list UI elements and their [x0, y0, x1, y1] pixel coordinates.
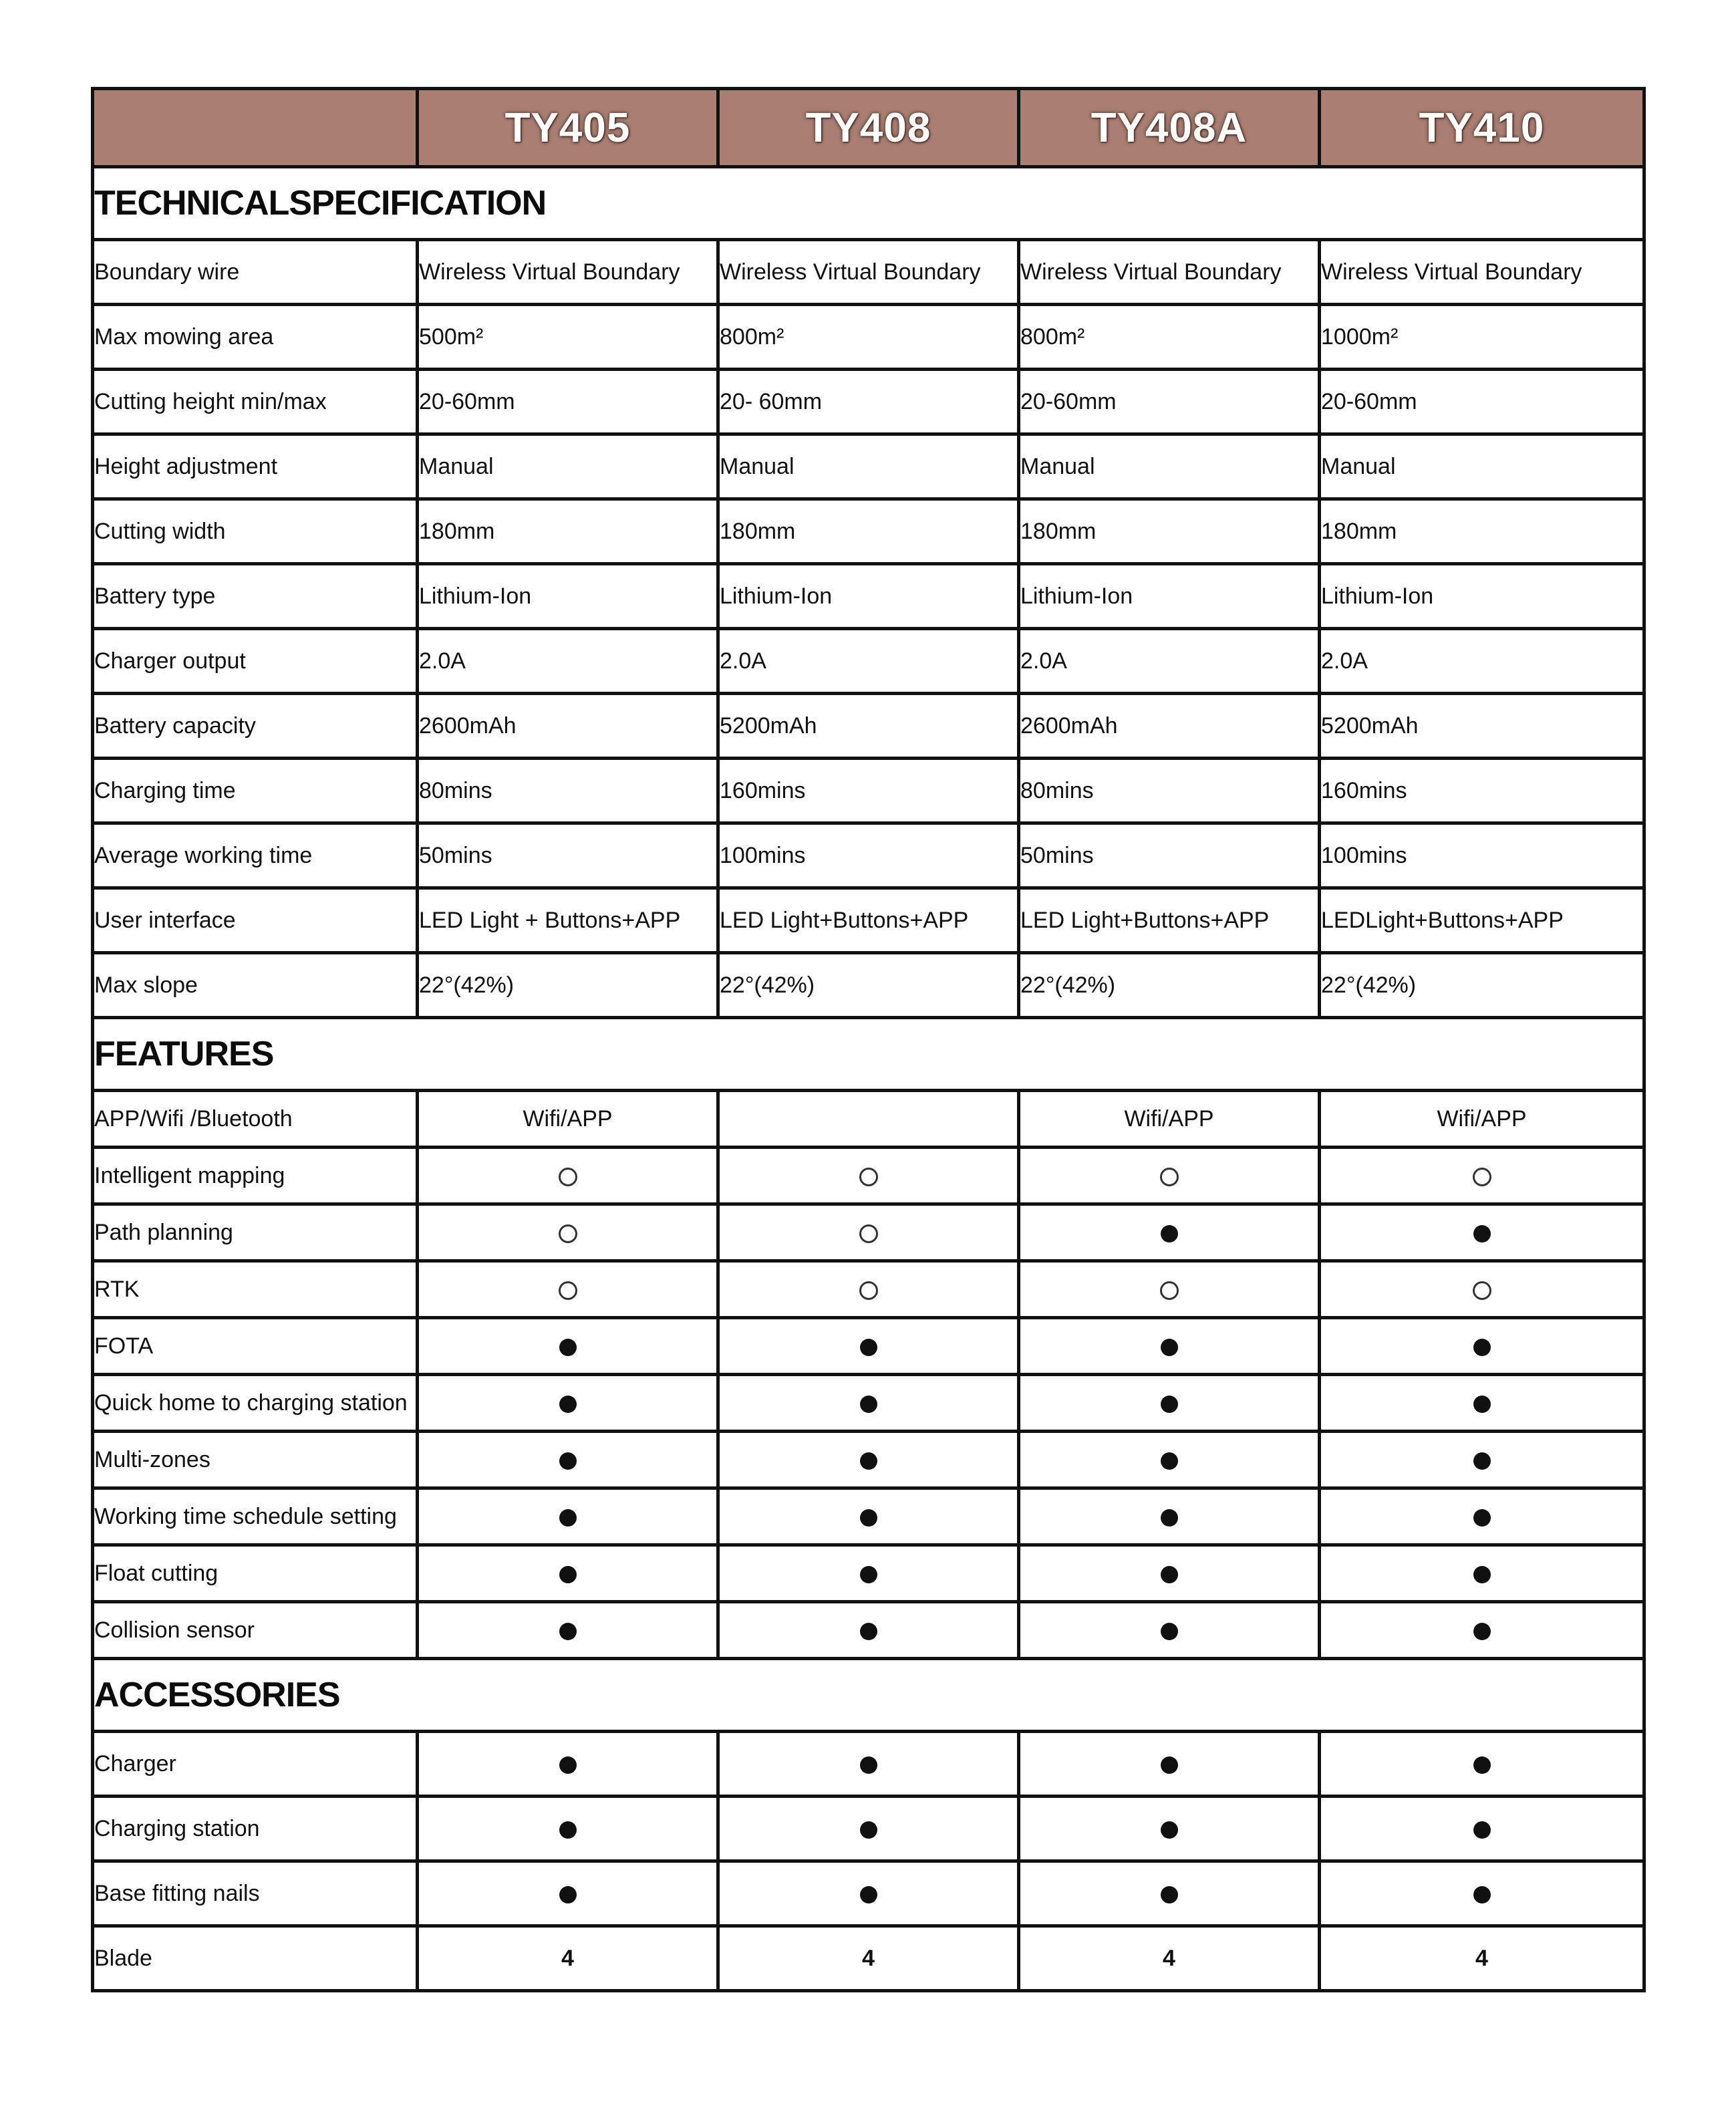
filled-dot-icon: [1161, 1225, 1178, 1242]
spec-value-ty405: 22°(42%): [418, 953, 718, 1018]
filled-dot-icon: [1473, 1396, 1491, 1413]
filled-dot-icon: [1161, 1886, 1178, 1903]
section-row-technical: [93, 167, 1644, 240]
filled-dot-icon: [860, 1509, 877, 1527]
hollow-circle-icon: [559, 1281, 577, 1300]
row-label: Charging time: [93, 759, 418, 823]
section-title: ACCESSORIES: [93, 1659, 1644, 1732]
row-label: RTK: [93, 1261, 418, 1318]
spec-value-ty410: Lithium-Ion: [1320, 564, 1644, 629]
model-header-ty410: TY410: [1320, 89, 1644, 167]
spec-value-ty408: 22°(42%): [718, 953, 1019, 1018]
cell-ty408a: [1019, 1861, 1320, 1926]
cell-ty405: [418, 1148, 718, 1204]
row-label: Quick home to charging station: [93, 1375, 418, 1432]
hollow-circle-icon: [1473, 1281, 1491, 1300]
spec-value-ty408a: 80mins: [1019, 759, 1320, 823]
cell-ty408a: [1019, 1091, 1320, 1148]
filled-dot-icon: [1161, 1509, 1178, 1527]
filled-dot-icon: [1473, 1339, 1491, 1356]
cell-ty408: [718, 1091, 1019, 1148]
cell-ty410: [1320, 1926, 1644, 1991]
cell-ty408: [718, 1318, 1019, 1375]
row-label: Float cutting: [93, 1545, 418, 1602]
cell-ty408a: [1019, 1488, 1320, 1545]
spec-value-ty408a: Manual: [1019, 434, 1320, 499]
row-label: Average working time: [93, 823, 418, 888]
cell-ty408a: [1019, 1148, 1320, 1204]
spec-value-ty408a: Wireless Virtual Boundary: [1019, 240, 1320, 305]
feature-row-quick-home-to-charging-station: [93, 1375, 1644, 1432]
feature-row-intelligent-mapping: [93, 1148, 1644, 1204]
section-title: TECHNICALSPECIFICATION: [93, 167, 1644, 240]
hollow-circle-icon: [559, 1168, 577, 1186]
cell-ty410: [1320, 1488, 1644, 1545]
row-label: Multi-zones: [93, 1432, 418, 1488]
cell-ty410: [1320, 1148, 1644, 1204]
spec-value-ty408a: 22°(42%): [1019, 953, 1320, 1018]
cell-ty408a: [1019, 1545, 1320, 1602]
cell-text: 4: [561, 1945, 574, 1971]
section-row-accessories: [93, 1659, 1644, 1732]
spec-row-height-adjustment: [93, 434, 1644, 499]
feature-row-rtk: [93, 1261, 1644, 1318]
row-label: Base fitting nails: [93, 1861, 418, 1926]
cell-ty405: [418, 1488, 718, 1545]
filled-dot-icon: [559, 1886, 577, 1903]
feature-row-app-wifi-bluetooth: [93, 1091, 1644, 1148]
table-body: [93, 167, 1644, 1991]
filled-dot-icon: [559, 1509, 577, 1527]
cell-ty408: [718, 1148, 1019, 1204]
spec-value-ty410: 100mins: [1320, 823, 1644, 888]
cell-ty408: [718, 1861, 1019, 1926]
cell-ty408: [718, 1602, 1019, 1659]
spec-value-ty405: 50mins: [418, 823, 718, 888]
filled-dot-icon: [860, 1623, 877, 1640]
row-label: User interface: [93, 888, 418, 953]
spec-value-ty408: Lithium-Ion: [718, 564, 1019, 629]
cell-ty410: [1320, 1602, 1644, 1659]
feature-row-collision-sensor: [93, 1602, 1644, 1659]
filled-dot-icon: [1473, 1509, 1491, 1527]
cell-text: 4: [1475, 1945, 1488, 1971]
cell-ty405: [418, 1797, 718, 1861]
filled-dot-icon: [860, 1566, 877, 1583]
cell-ty408a: [1019, 1732, 1320, 1797]
model-header-ty408: TY408: [718, 89, 1019, 167]
filled-dot-icon: [1161, 1396, 1178, 1413]
cell-ty408a: [1019, 1797, 1320, 1861]
model-header-ty408a: TY408A: [1019, 89, 1320, 167]
spec-row-max-slope: [93, 953, 1644, 1018]
accessory-row-charger: [93, 1732, 1644, 1797]
row-label: Path planning: [93, 1204, 418, 1261]
row-label: Charger output: [93, 629, 418, 694]
cell-ty410: [1320, 1204, 1644, 1261]
filled-dot-icon: [1161, 1756, 1178, 1774]
cell-text: Wifi/APP: [1437, 1105, 1527, 1132]
accessory-row-charging-station: [93, 1797, 1644, 1861]
spec-value-ty408: 20- 60mm: [718, 370, 1019, 434]
spec-value-ty408: LED Light+Buttons+APP: [718, 888, 1019, 953]
cell-ty410: [1320, 1432, 1644, 1488]
cell-ty410: [1320, 1375, 1644, 1432]
filled-dot-icon: [1473, 1886, 1491, 1903]
filled-dot-icon: [860, 1339, 877, 1356]
cell-ty408: [718, 1545, 1019, 1602]
row-label: Blade: [93, 1926, 418, 1991]
cell-ty405: [418, 1261, 718, 1318]
cell-ty408: [718, 1797, 1019, 1861]
cell-ty410: [1320, 1091, 1644, 1148]
cell-ty405: [418, 1375, 718, 1432]
spec-value-ty408: 5200mAh: [718, 694, 1019, 759]
spec-value-ty408a: 2600mAh: [1019, 694, 1320, 759]
filled-dot-icon: [1161, 1452, 1178, 1470]
filled-dot-icon: [1161, 1339, 1178, 1356]
spec-value-ty405: Lithium-Ion: [418, 564, 718, 629]
filled-dot-icon: [1473, 1225, 1491, 1242]
row-label: APP/Wifi /Bluetooth: [93, 1091, 418, 1148]
cell-ty410: [1320, 1861, 1644, 1926]
model-header-ty405: TY405: [418, 89, 718, 167]
hollow-circle-icon: [859, 1168, 878, 1186]
model-header-row: [93, 89, 1644, 167]
feature-row-path-planning: [93, 1204, 1644, 1261]
filled-dot-icon: [860, 1756, 877, 1774]
row-label: Max slope: [93, 953, 418, 1018]
accessory-row-blade: [93, 1926, 1644, 1991]
cell-ty405: [418, 1602, 718, 1659]
filled-dot-icon: [1473, 1623, 1491, 1640]
spec-row-cutting-height-min-max: [93, 370, 1644, 434]
spec-value-ty410: 160mins: [1320, 759, 1644, 823]
spec-value-ty408a: Lithium-Ion: [1019, 564, 1320, 629]
spec-value-ty405: 2.0A: [418, 629, 718, 694]
spec-value-ty410: 2.0A: [1320, 629, 1644, 694]
filled-dot-icon: [559, 1396, 577, 1413]
spec-value-ty408: 100mins: [718, 823, 1019, 888]
cell-ty408: [718, 1432, 1019, 1488]
spec-value-ty410: 5200mAh: [1320, 694, 1644, 759]
spec-value-ty405: Wireless Virtual Boundary: [418, 240, 718, 305]
cell-ty405: [418, 1926, 718, 1991]
spec-value-ty410: Wireless Virtual Boundary: [1320, 240, 1644, 305]
spec-value-ty408a: 20-60mm: [1019, 370, 1320, 434]
cell-ty408: [718, 1375, 1019, 1432]
cell-ty408: [718, 1732, 1019, 1797]
cell-ty408a: [1019, 1602, 1320, 1659]
row-label: FOTA: [93, 1318, 418, 1375]
spec-value-ty408a: LED Light+Buttons+APP: [1019, 888, 1320, 953]
cell-ty408a: [1019, 1261, 1320, 1318]
filled-dot-icon: [1473, 1821, 1491, 1839]
spec-value-ty405: Manual: [418, 434, 718, 499]
hollow-circle-icon: [1160, 1281, 1179, 1300]
filled-dot-icon: [559, 1756, 577, 1774]
filled-dot-icon: [1161, 1623, 1178, 1640]
cell-text: Wifi/APP: [1124, 1105, 1214, 1132]
spec-row-average-working-time: [93, 823, 1644, 888]
section-row-features: [93, 1018, 1644, 1091]
cell-ty405: [418, 1732, 718, 1797]
spec-value-ty405: 2600mAh: [418, 694, 718, 759]
feature-row-fota: [93, 1318, 1644, 1375]
spec-value-ty408a: 50mins: [1019, 823, 1320, 888]
hollow-circle-icon: [859, 1281, 878, 1300]
feature-row-multi-zones: [93, 1432, 1644, 1488]
filled-dot-icon: [1161, 1821, 1178, 1839]
spec-value-ty410: Manual: [1320, 434, 1644, 499]
spec-table: [91, 87, 1646, 1992]
spec-value-ty408: Manual: [718, 434, 1019, 499]
filled-dot-icon: [559, 1566, 577, 1583]
spec-value-ty410: LEDLight+Buttons+APP: [1320, 888, 1644, 953]
feature-row-float-cutting: [93, 1545, 1644, 1602]
cell-ty410: [1320, 1545, 1644, 1602]
cell-ty408: [718, 1926, 1019, 1991]
cell-ty405: [418, 1091, 718, 1148]
cell-ty408: [718, 1488, 1019, 1545]
row-label: Battery capacity: [93, 694, 418, 759]
row-label: Boundary wire: [93, 240, 418, 305]
cell-ty410: [1320, 1261, 1644, 1318]
filled-dot-icon: [1473, 1452, 1491, 1470]
header-blank-cell: [93, 89, 418, 167]
row-label: Battery type: [93, 564, 418, 629]
row-label: Cutting height min/max: [93, 370, 418, 434]
filled-dot-icon: [1473, 1756, 1491, 1774]
row-label: Charger: [93, 1732, 418, 1797]
section-title: FEATURES: [93, 1018, 1644, 1091]
filled-dot-icon: [1473, 1566, 1491, 1583]
hollow-circle-icon: [859, 1224, 878, 1243]
cell-ty408: [718, 1261, 1019, 1318]
spec-row-max-mowing-area: [93, 305, 1644, 370]
spec-value-ty408: Wireless Virtual Boundary: [718, 240, 1019, 305]
row-label: Charging station: [93, 1797, 418, 1861]
spec-row-battery-type: [93, 564, 1644, 629]
cell-ty405: [418, 1204, 718, 1261]
cell-text: 4: [862, 1945, 875, 1971]
spec-value-ty405: 180mm: [418, 499, 718, 564]
filled-dot-icon: [559, 1339, 577, 1356]
cell-ty408a: [1019, 1318, 1320, 1375]
cell-ty405: [418, 1432, 718, 1488]
row-label: Height adjustment: [93, 434, 418, 499]
row-label: Working time schedule setting: [93, 1488, 418, 1545]
spec-row-user-interface: [93, 888, 1644, 953]
spec-value-ty408a: 800m²: [1019, 305, 1320, 370]
spec-value-ty410: 20-60mm: [1320, 370, 1644, 434]
cell-ty410: [1320, 1732, 1644, 1797]
spec-value-ty408a: 180mm: [1019, 499, 1320, 564]
cell-ty408a: [1019, 1204, 1320, 1261]
filled-dot-icon: [860, 1821, 877, 1839]
spec-value-ty408: 160mins: [718, 759, 1019, 823]
spec-row-charging-time: [93, 759, 1644, 823]
accessory-row-base-fitting-nails: [93, 1861, 1644, 1926]
spec-row-charger-output: [93, 629, 1644, 694]
spec-value-ty410: 1000m²: [1320, 305, 1644, 370]
spec-value-ty408a: 2.0A: [1019, 629, 1320, 694]
cell-ty408a: [1019, 1926, 1320, 1991]
spec-value-ty408: 180mm: [718, 499, 1019, 564]
hollow-circle-icon: [559, 1224, 577, 1243]
filled-dot-icon: [1161, 1566, 1178, 1583]
spec-value-ty405: 500m²: [418, 305, 718, 370]
row-label: Collision sensor: [93, 1602, 418, 1659]
filled-dot-icon: [559, 1452, 577, 1470]
spec-row-boundary-wire: [93, 240, 1644, 305]
spec-row-battery-capacity: [93, 694, 1644, 759]
filled-dot-icon: [860, 1396, 877, 1413]
hollow-circle-icon: [1473, 1168, 1491, 1186]
spec-value-ty405: 20-60mm: [418, 370, 718, 434]
cell-text: 4: [1163, 1945, 1175, 1971]
filled-dot-icon: [860, 1452, 877, 1470]
spec-value-ty408: 2.0A: [718, 629, 1019, 694]
spec-row-cutting-width: [93, 499, 1644, 564]
hollow-circle-icon: [1160, 1168, 1179, 1186]
cell-ty405: [418, 1318, 718, 1375]
cell-ty410: [1320, 1318, 1644, 1375]
row-label: Intelligent mapping: [93, 1148, 418, 1204]
cell-ty410: [1320, 1797, 1644, 1861]
spec-value-ty405: 80mins: [418, 759, 718, 823]
filled-dot-icon: [559, 1821, 577, 1839]
cell-text: Wifi/APP: [523, 1105, 613, 1132]
filled-dot-icon: [559, 1623, 577, 1640]
row-label: Cutting width: [93, 499, 418, 564]
cell-ty408: [718, 1204, 1019, 1261]
spec-value-ty408: 800m²: [718, 305, 1019, 370]
cell-ty405: [418, 1545, 718, 1602]
spec-value-ty410: 180mm: [1320, 499, 1644, 564]
filled-dot-icon: [860, 1886, 877, 1903]
cell-ty405: [418, 1861, 718, 1926]
cell-ty408a: [1019, 1375, 1320, 1432]
cell-ty408a: [1019, 1432, 1320, 1488]
spec-value-ty410: 22°(42%): [1320, 953, 1644, 1018]
spec-value-ty405: LED Light + Buttons+APP: [418, 888, 718, 953]
row-label: Max mowing area: [93, 305, 418, 370]
feature-row-working-time-schedule-setting: [93, 1488, 1644, 1545]
